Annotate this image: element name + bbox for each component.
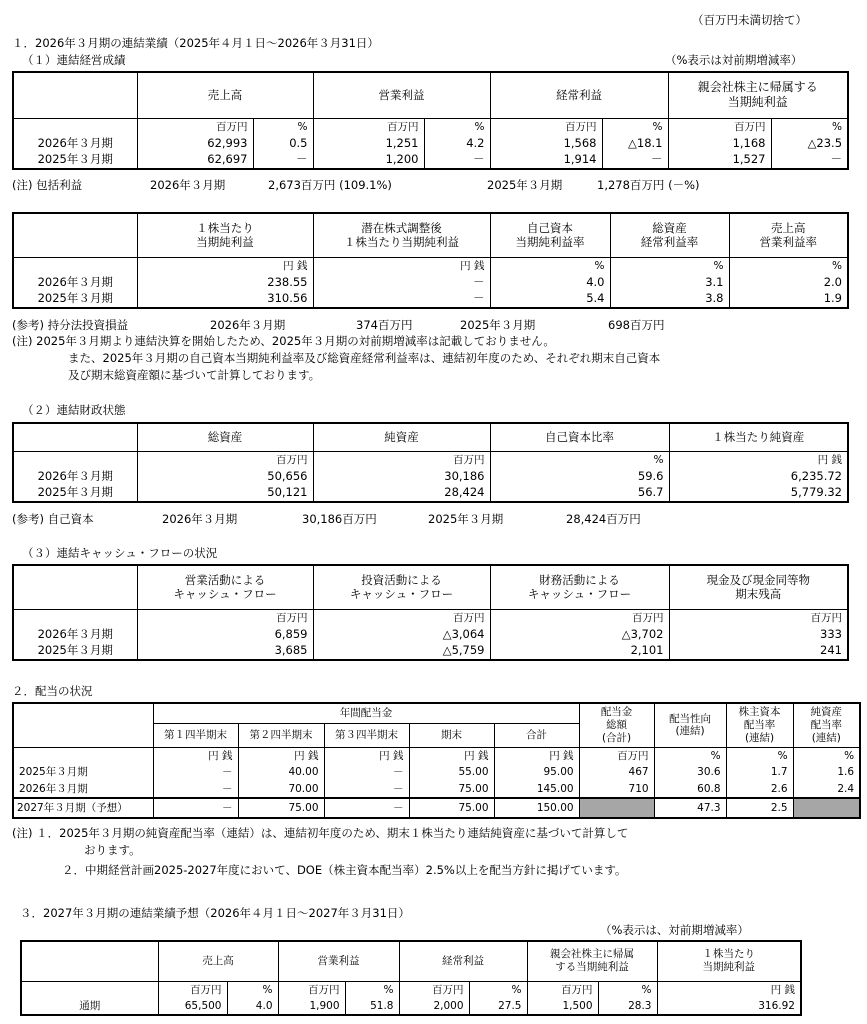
data-cell: 62,697 xyxy=(137,152,253,169)
header-sales: 売上高 xyxy=(158,941,278,981)
table-row xyxy=(13,274,848,291)
table-row xyxy=(13,152,848,169)
unit-cell: % xyxy=(345,981,399,998)
data-cell: 710 xyxy=(579,781,654,798)
unit-cell: 百万円 xyxy=(278,981,345,998)
table-row xyxy=(13,643,848,660)
section3-title: ３．2027年３月期の連結業績予想（2026年４月１日～2027年３月31日） xyxy=(20,906,410,920)
unit-cell: % xyxy=(424,118,490,135)
unit-cell: 百万円 xyxy=(668,118,771,135)
data-cell: 55.00 xyxy=(409,764,494,781)
data-cell: 1,900 xyxy=(278,998,345,1015)
header-ord-profit: 経常利益 xyxy=(490,72,668,118)
data-cell: － xyxy=(153,764,238,781)
note-line: ２．中期経営計画2025-2027年度において、DOE（株主資本配当率）2.5%以上を配当方針に掲げています。 xyxy=(62,863,627,877)
row-label: 2026年３月期 xyxy=(13,626,137,643)
financial-position-table xyxy=(12,422,849,503)
data-cell: 1,914 xyxy=(490,152,602,169)
data-cell: 1,500 xyxy=(527,998,598,1015)
header-net-assets: 純資産 xyxy=(313,423,490,451)
header-net-income: 親会社株主に帰属 する当期純利益 xyxy=(527,941,657,981)
ref-value: 374百万円 xyxy=(356,318,413,332)
data-cell: 3.1 xyxy=(610,274,729,291)
header-corner xyxy=(13,213,137,257)
unit-cell: % xyxy=(490,257,610,274)
header-year-end: 期末 xyxy=(409,723,494,747)
header-sales: 売上高 xyxy=(137,72,313,118)
data-cell: 6,235.72 xyxy=(669,468,848,485)
data-cell: 65,500 xyxy=(158,998,227,1015)
data-cell: △3,064 xyxy=(313,626,490,643)
unit-cell: % xyxy=(654,747,726,764)
header-q3: 第３四半期末 xyxy=(324,723,409,747)
unit-cell: % xyxy=(729,257,848,274)
unit-cell: 円 銭 xyxy=(657,981,801,998)
footnote-value: 2,673百万円 (109.1%) xyxy=(268,178,392,192)
unit-cell: 百万円 xyxy=(313,609,490,626)
unit-cell: 百万円 xyxy=(137,609,313,626)
unit-cell: 百万円 xyxy=(490,609,669,626)
data-cell: △23.5 xyxy=(771,135,848,152)
table-row xyxy=(13,135,848,152)
unit-cell: % xyxy=(602,118,668,135)
note-line: (注) １．2025年３月期の純資産配当率（連結）は、連結初年度のため、期末１株当たり連結純資産に基づいて計算して xyxy=(12,826,629,840)
footnote-value: 1,278百万円 (－%) xyxy=(597,178,700,192)
unit-cell: 百万円 xyxy=(399,981,469,998)
header-total-dividend: 配当金 総額 (合計) xyxy=(579,703,654,747)
data-cell: － xyxy=(324,764,409,781)
unit-cell: 百万円 xyxy=(313,118,424,135)
unit-cell: % xyxy=(253,118,313,135)
section2-title: ２．配当の状況 xyxy=(12,684,93,698)
header-dividend-on-net-assets: 純資産 配当率 (連結) xyxy=(793,703,860,747)
data-cell: 2,101 xyxy=(490,643,669,660)
header-corner xyxy=(13,565,137,609)
unit-cell: % xyxy=(793,747,860,764)
sub1-title: （１）連結経営成績 xyxy=(22,53,126,67)
row-label: 2025年３月期 xyxy=(13,485,137,502)
data-cell: 1,168 xyxy=(668,135,771,152)
header-investing-cf: 投資活動による キャッシュ・フロー xyxy=(313,565,490,609)
unit-cell: 円 銭 xyxy=(409,747,494,764)
unit-note: （百万円未満切捨て） xyxy=(692,13,807,27)
ref-label: (参考) 持分法投資損益 xyxy=(12,318,129,332)
unit-cell: % xyxy=(598,981,657,998)
footnote-label: (注) 包括利益 xyxy=(12,178,83,192)
note-line: また、2025年３月期の自己資本当期純利益率及び総資産経常利益率は、連結初年度のため、それぞれ期末自己資本 xyxy=(68,351,661,365)
unit-cell: % xyxy=(227,981,278,998)
header-net-income: 親会社株主に帰属する 当期純利益 xyxy=(668,72,848,118)
data-cell: 75.00 xyxy=(409,798,494,818)
header-corner xyxy=(21,941,158,981)
row-label: 2025年３月期 xyxy=(13,764,153,781)
unit-cell: % xyxy=(726,747,793,764)
header-corner xyxy=(13,72,137,118)
data-cell: 241 xyxy=(669,643,848,660)
unit-cell: 百万円 xyxy=(158,981,227,998)
header-payout-ratio: 配当性向 (連結) xyxy=(654,703,726,747)
data-cell: － xyxy=(771,152,848,169)
data-cell: 50,121 xyxy=(137,485,313,502)
data-cell: 47.3 xyxy=(654,798,726,818)
ref-value: 698百万円 xyxy=(608,318,665,332)
unit-cell: 円 銭 xyxy=(313,257,490,274)
data-cell: △3,702 xyxy=(490,626,669,643)
data-cell: － xyxy=(313,274,490,291)
unit-cell: 円 銭 xyxy=(494,747,579,764)
note-line: おります。 xyxy=(84,843,141,857)
row-label: 2026年３月期 xyxy=(13,135,137,152)
data-cell: 59.6 xyxy=(490,468,669,485)
header-op-profit: 営業利益 xyxy=(313,72,490,118)
sub2-title: （２）連結財政状態 xyxy=(22,403,126,417)
unit-cell: % xyxy=(490,451,669,468)
forecast-table xyxy=(20,940,802,1016)
header-corner xyxy=(13,423,137,451)
header-ord-profit: 経常利益 xyxy=(399,941,527,981)
unit-cell: 百万円 xyxy=(313,451,490,468)
data-cell: － xyxy=(253,152,313,169)
row-label: 2025年３月期 xyxy=(13,291,137,308)
header-bps: １株当たり純資産 xyxy=(669,423,848,451)
footnote-period: 2025年３月期 xyxy=(487,178,563,192)
data-cell: 4.0 xyxy=(490,274,610,291)
data-cell: 1.6 xyxy=(793,764,860,781)
note-line: (注) 2025年３月期より連結決算を開始したため、2025年３月期の対前期増減率は記載しておりません。 xyxy=(12,334,555,348)
table-row xyxy=(13,781,860,798)
section3-note: （%表示は、対前期増減率） xyxy=(600,923,749,937)
sub3-title: （３）連結キャッシュ・フローの状況 xyxy=(22,546,218,560)
data-cell: 28,424 xyxy=(313,485,490,502)
data-cell: － xyxy=(153,798,238,818)
data-cell: 2,000 xyxy=(399,998,469,1015)
table-row xyxy=(13,291,848,308)
unit-cell: 百万円 xyxy=(579,747,654,764)
unit-cell: 円 銭 xyxy=(669,451,848,468)
unit-cell: 円 銭 xyxy=(324,747,409,764)
ref-value: 28,424百万円 xyxy=(566,512,641,526)
unit-cell: % xyxy=(610,257,729,274)
unit-cell: 円 銭 xyxy=(238,747,324,764)
data-cell: 316.92 xyxy=(657,998,801,1015)
unit-cell: 百万円 xyxy=(137,451,313,468)
data-cell: 95.00 xyxy=(494,764,579,781)
data-cell: 2.6 xyxy=(726,781,793,798)
cash-flow-table xyxy=(12,564,849,661)
data-cell: 467 xyxy=(579,764,654,781)
header-operating-cf: 営業活動による キャッシュ・フロー xyxy=(137,565,313,609)
row-label: 2027年３月期（予想） xyxy=(13,798,153,818)
unit-cell: 百万円 xyxy=(527,981,598,998)
header-equity-ratio: 自己資本比率 xyxy=(490,423,669,451)
table-row xyxy=(13,485,848,502)
unit-cell: % xyxy=(771,118,848,135)
note-line: 及び期末総資産額に基づいて計算しております。 xyxy=(68,368,321,382)
data-cell: 6,859 xyxy=(137,626,313,643)
header-cash-balance: 現金及び現金同等物 期末残高 xyxy=(669,565,848,609)
unit-cell: 円 銭 xyxy=(137,257,313,274)
header-op-margin: 売上高 営業利益率 xyxy=(729,213,848,257)
header-corner xyxy=(13,703,153,747)
table-row xyxy=(21,998,801,1015)
ref-period: 2025年３月期 xyxy=(428,512,504,526)
data-cell: 70.00 xyxy=(238,781,324,798)
unit-cell: % xyxy=(469,981,527,998)
ref-period: 2026年３月期 xyxy=(162,512,238,526)
dividend-table xyxy=(12,702,861,819)
table-row xyxy=(13,626,848,643)
header-eps: １株当たり 当期純利益 xyxy=(657,941,801,981)
data-cell: 51.8 xyxy=(345,998,399,1015)
footnote-period: 2026年３月期 xyxy=(150,178,226,192)
per-share-table xyxy=(12,212,849,309)
data-cell: 1.9 xyxy=(729,291,848,308)
data-cell: 2.5 xyxy=(726,798,793,818)
header-doe: 株主資本 配当率 (連結) xyxy=(726,703,793,747)
data-cell: 4.2 xyxy=(424,135,490,152)
ref-period: 2026年３月期 xyxy=(210,318,286,332)
table-row xyxy=(13,764,860,781)
data-cell: － xyxy=(153,781,238,798)
data-cell: 310.56 xyxy=(137,291,313,308)
data-cell: 1,568 xyxy=(490,135,602,152)
shaded-cell xyxy=(793,798,860,818)
unit-cell: 百万円 xyxy=(490,118,602,135)
ref-value: 30,186百万円 xyxy=(302,512,377,526)
header-q2: 第２四半期末 xyxy=(238,723,324,747)
header-op-profit: 営業利益 xyxy=(278,941,399,981)
header-diluted-eps: 潜在株式調整後 １株当たり当期純利益 xyxy=(313,213,490,257)
data-cell: 3,685 xyxy=(137,643,313,660)
unit-cell: 百万円 xyxy=(137,118,253,135)
data-cell: 2.0 xyxy=(729,274,848,291)
data-cell: 1,527 xyxy=(668,152,771,169)
data-cell: 27.5 xyxy=(469,998,527,1015)
shaded-cell xyxy=(579,798,654,818)
data-cell: 5,779.32 xyxy=(669,485,848,502)
header-roa: 総資産 経常利益率 xyxy=(610,213,729,257)
data-cell: 1.7 xyxy=(726,764,793,781)
data-cell: 75.00 xyxy=(409,781,494,798)
data-cell: △18.1 xyxy=(602,135,668,152)
data-cell: 60.8 xyxy=(654,781,726,798)
forecast-row xyxy=(13,798,860,818)
data-cell: 3.8 xyxy=(610,291,729,308)
data-cell: 238.55 xyxy=(137,274,313,291)
row-label: 2025年３月期 xyxy=(13,152,137,169)
row-label: 2026年３月期 xyxy=(13,781,153,798)
data-cell: 62,993 xyxy=(137,135,253,152)
data-cell: 30,186 xyxy=(313,468,490,485)
data-cell: 1,200 xyxy=(313,152,424,169)
data-cell: 145.00 xyxy=(494,781,579,798)
row-label: 2026年３月期 xyxy=(13,274,137,291)
data-cell: － xyxy=(424,152,490,169)
header-roe: 自己資本 当期純利益率 xyxy=(490,213,610,257)
unit-cell: 百万円 xyxy=(669,609,848,626)
row-label: 通期 xyxy=(21,998,158,1015)
header-total-assets: 総資産 xyxy=(137,423,313,451)
unit-cell: 円 銭 xyxy=(153,747,238,764)
data-cell: 50,656 xyxy=(137,468,313,485)
ref-label: (参考) 自己資本 xyxy=(12,512,94,526)
table-row xyxy=(13,468,848,485)
operating-results-table xyxy=(12,71,849,170)
header-eps: １株当たり 当期純利益 xyxy=(137,213,313,257)
data-cell: 150.00 xyxy=(494,798,579,818)
data-cell: 30.6 xyxy=(654,764,726,781)
row-label: 2025年３月期 xyxy=(13,643,137,660)
data-cell: 1,251 xyxy=(313,135,424,152)
data-cell: 2.4 xyxy=(793,781,860,798)
data-cell: 28.3 xyxy=(598,998,657,1015)
data-cell: △5,759 xyxy=(313,643,490,660)
data-cell: － xyxy=(324,798,409,818)
header-financing-cf: 財務活動による キャッシュ・フロー xyxy=(490,565,669,609)
data-cell: 40.00 xyxy=(238,764,324,781)
data-cell: 75.00 xyxy=(238,798,324,818)
section1-title: １．2026年３月期の連結業績（2025年４月１日～2026年３月31日） xyxy=(12,36,379,50)
header-annual-dividend: 年間配当金 xyxy=(153,703,579,723)
data-cell: 5.4 xyxy=(490,291,610,308)
data-cell: 0.5 xyxy=(253,135,313,152)
data-cell: － xyxy=(602,152,668,169)
row-label: 2026年３月期 xyxy=(13,468,137,485)
ref-period: 2025年３月期 xyxy=(460,318,536,332)
data-cell: 4.0 xyxy=(227,998,278,1015)
data-cell: － xyxy=(324,781,409,798)
header-q1: 第１四半期末 xyxy=(153,723,238,747)
sub1-note: （%表示は対前期増減率） xyxy=(665,53,803,67)
header-total: 合計 xyxy=(494,723,579,747)
data-cell: 56.7 xyxy=(490,485,669,502)
data-cell: 333 xyxy=(669,626,848,643)
data-cell: － xyxy=(313,291,490,308)
